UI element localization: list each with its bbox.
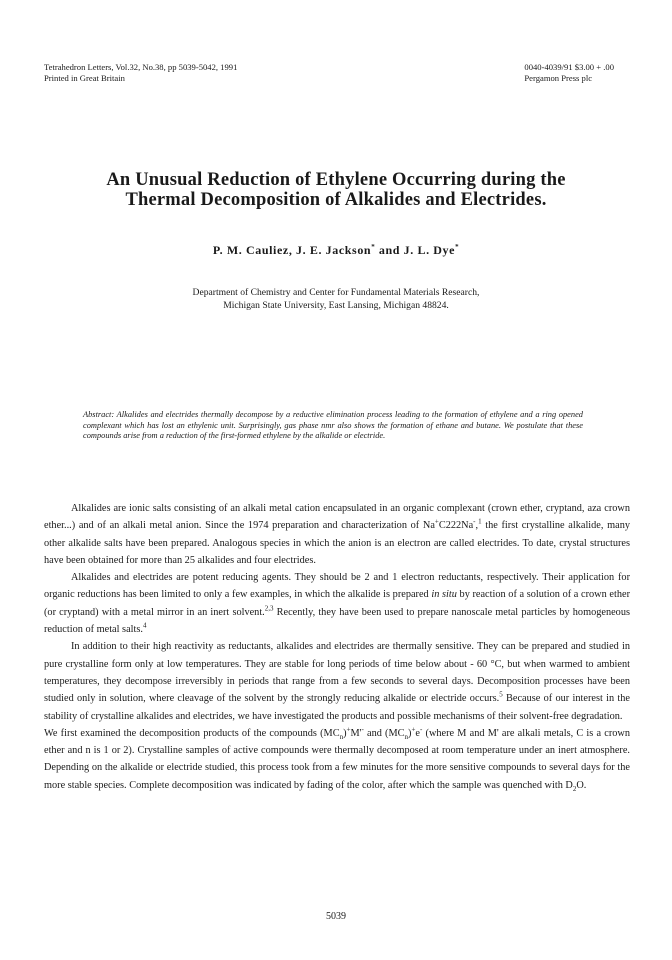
journal-citation: Tetrahedron Letters, Vol.32, No.38, pp 5039-5042, 1991	[44, 62, 238, 72]
text-run: Alkalides and electrides are potent reducing agents. They should be 2 and 1 electron reductants, respectively. Their application for organic reductions has been limited to only a few examples, in which the alkalide is prepared	[44, 572, 630, 601]
reference-mark: 4	[142, 621, 147, 630]
author-names-1: P. M. Cauliez, J. E. Jackson	[212, 243, 372, 257]
reference-mark: 5	[499, 690, 503, 699]
title-line-1: An Unusual Reduction of Ethylene Occurring during the	[106, 170, 566, 190]
text-run: M'	[350, 727, 362, 739]
reference-mark: 2,3	[264, 604, 274, 613]
text-run: )	[343, 727, 347, 739]
subscript: 2	[572, 784, 577, 793]
author-names-2: and J. L. Dye	[375, 243, 456, 257]
title-line-2: Thermal Decomposition of Alkalides and Electrides.	[125, 190, 547, 210]
paragraph-4	[44, 725, 630, 794]
text-run: C222Na	[438, 520, 474, 532]
text-run: Recently, they have been used to prepare nanoscale metal particles by homogeneous reduction of metal salts.	[44, 606, 630, 636]
subscript: n	[339, 732, 344, 741]
abstract: Abstract: Alkalides and electrides thermally decompose by a reductive elimination process leading to the formation of ethylene and a ring opened complexant which has lost an ethylenic unit. Surprisingly, gas phase nmr also shows the formation of ethane and butane. We postulate that these compounds arise from a reduction of the first-formed ethylene by the alkalide or electride.	[83, 410, 583, 441]
italic-term: in situ	[431, 589, 457, 601]
corresponding-mark-2: *	[455, 243, 460, 251]
printed-location: Printed in Great Britain	[44, 73, 125, 83]
text-run: by reaction of a solution of a crown ether (or cryptand) with a metal mirror in an inert solvent.	[44, 589, 630, 618]
text-run: the first crystalline alkalide, many other alkalide salts have been prepared. Analogous species in which the anion is an electron are called electrides. To date, crystal structures have been obtained for more than 25 alkalides and four electrides.	[44, 520, 630, 566]
text-run: Alkalides are ionic salts consisting of an alkali metal cation encapsulated in an organic complexant (crown ether, cryptand, aza crown ether...) and of an alkali metal anion. Since the 1974 preparation and characterization of Na	[44, 503, 630, 532]
paper-title	[40, 170, 632, 210]
reference-mark: 1	[478, 517, 482, 526]
text-run: Because of our interest in the stability of crystalline alkalides and electrides, we have investigated the products and possible mechanisms of their solvent-free degradation.	[44, 693, 630, 722]
superscript: +	[411, 725, 416, 734]
running-header-right	[524, 62, 614, 84]
corresponding-mark: *	[371, 243, 376, 251]
superscript: +	[346, 725, 351, 734]
body-text	[44, 500, 630, 794]
affiliation	[0, 286, 672, 312]
text-run: e	[415, 727, 420, 739]
text-run: In addition to their high reactivity as reductants, alkalides and electrides are thermally sensitive. They can be prepared and studied in pure crystalline form only at low temperatures. They are stable for long periods of time below about - 60 °C, but when warmed to ambient temperatures, they decompose irreversibly in periods that range from a few seconds to several days. Decomposition processes have been studied only in solution, where cleavage of the solvent by the strongly reducing alkalide or electride occurs.	[44, 641, 630, 705]
text-run: (where M and M' are alkali metals, C is a crown ether and n is 1 or 2). Crystalline samples of active compounds were thermally decomposed at room temperature under an inert atmosphere. Depending on the alkalide or electride studied, this process took from a few minutes for the more sensitive compounds to several days for the more stable species. Complete decomposition was indicated by fading of the color, after which the sample was quenched with D	[44, 727, 630, 791]
text-run: )	[408, 727, 412, 739]
superscript: -	[419, 725, 423, 734]
superscript: -	[361, 725, 364, 734]
subscript: n	[404, 732, 409, 741]
page-number: 5039	[326, 911, 346, 922]
article-code: 0040-4039/91 $3.00 + .00	[524, 62, 614, 72]
text-run: We first examined the decomposition products of the compounds (MC	[44, 727, 340, 739]
affiliation-line-1: Department of Chemistry and Center for Fundamental Materials Research,	[192, 287, 480, 298]
affiliation-line-2: Michigan State University, East Lansing, Michigan 48824.	[223, 300, 449, 311]
paragraph-1: Alkalides are ionic salts consisting of an alkali metal cation encapsulated in an organic complexant (crown ether, cryptand, aza crown ether...) and of an alkali metal anion. Since the 1974 preparation and characterization of Na+C222Na-,$^1$ the first crystalline alkalide, many other alkalide salts have been prepared. Analogous species in which the anion is an electron are called electrides. To date, crystal structures have been obtained for more than 25 alkalides and four electrides.	[44, 503, 630, 566]
superscript: +	[434, 517, 439, 526]
publisher-name: Pergamon Press plc	[524, 73, 593, 83]
paragraph-2	[44, 569, 630, 638]
author-list	[0, 243, 672, 258]
text-run: and (MC	[363, 727, 405, 739]
text-run: O.	[576, 779, 587, 791]
paragraph-3	[44, 638, 630, 724]
superscript: -	[473, 517, 476, 526]
running-header-left	[44, 62, 237, 84]
